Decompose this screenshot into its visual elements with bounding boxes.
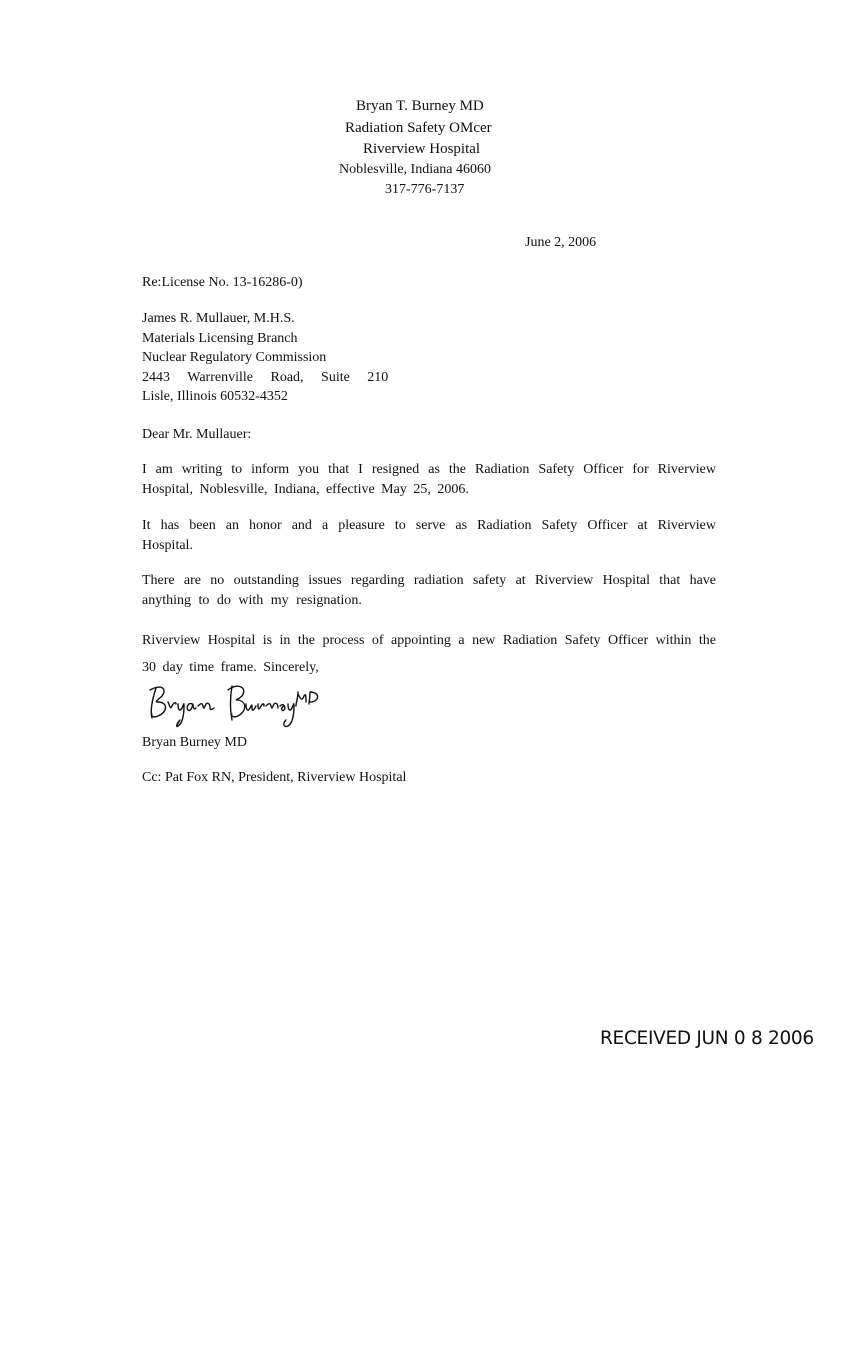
body-paragraph: I am writing to inform you that I resigned as the Radiation Safety Officer for Riverview Hospital, Noblesville, Indiana, effective May 25, 2006. bbox=[142, 462, 716, 497]
body-paragraph: It has been an honor and a pleasure to serve as Radiation Safety Officer at Riverview Hospital. bbox=[142, 518, 716, 553]
recipient-address bbox=[142, 309, 716, 407]
sender-phone: 317-776-7137 bbox=[385, 182, 465, 197]
sender-title: Radiation Safety OMcer bbox=[345, 120, 492, 136]
sender-city: Noblesville, Indiana 46060 bbox=[339, 162, 492, 177]
letter-date: June 2, 2006 bbox=[525, 235, 597, 250]
body-paragraph: There are no outstanding issues regarding radiation safety at Riverview Hospital that have anything to do with my resignation. bbox=[142, 573, 716, 608]
recipient-street: 2443 Warrenville Road, Suite 210 bbox=[142, 369, 389, 385]
received-stamp: RECEIVED JUN 0 8 2006 bbox=[600, 1028, 814, 1049]
recipient-branch: Materials Licensing Branch bbox=[142, 330, 298, 346]
recipient-agency: Nuclear Regulatory Commission bbox=[142, 350, 327, 365]
sender-name: Bryan T. Burney MD bbox=[356, 98, 484, 114]
cc-line: Cc: Pat Fox RN, President, Riverview Hospital bbox=[142, 770, 407, 785]
reference-line: Re:License No. 13-16286-0) bbox=[142, 275, 303, 290]
recipient-city: Lisle, Illinois 60532-4352 bbox=[142, 389, 288, 404]
body-paragraph: Riverview Hospital is in the process of appointing a new Radiation Safety Officer within the 30 day time frame. Sincerely, bbox=[142, 633, 716, 675]
recipient-name: James R. Mullauer, M.H.S. bbox=[142, 311, 295, 326]
sender-organization: Riverview Hospital bbox=[363, 141, 481, 157]
handwritten-signature bbox=[146, 680, 326, 732]
signer-name: Bryan Burney MD bbox=[142, 735, 247, 750]
salutation: Dear Mr. Mullauer: bbox=[142, 427, 252, 442]
